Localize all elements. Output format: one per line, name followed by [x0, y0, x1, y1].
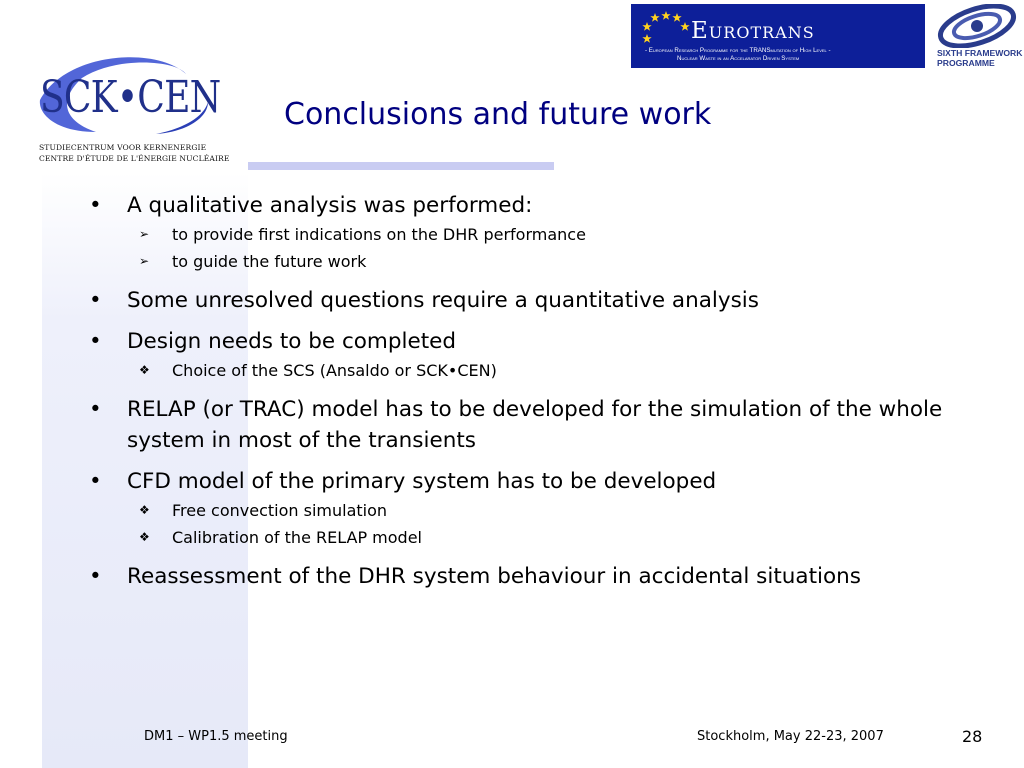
sub-bullet-item — [87, 221, 967, 248]
sub-bullet-text: to guide the future work — [172, 252, 367, 271]
sixth-framework-logo — [932, 4, 1022, 74]
bullet-text: Reassessment of the DHR system behaviour in accidental situations — [127, 564, 861, 589]
bullet-item — [87, 190, 967, 221]
sck-cen-wordmark: SCK•CEN — [40, 72, 221, 123]
eurotrans-subtitle-2: Nuclear Waste in an Accelarator Driven System — [677, 55, 800, 62]
bullet-marker: • — [89, 329, 102, 354]
sub-bullet-item — [87, 524, 967, 551]
arrow-bullet-icon: ➢ — [139, 254, 150, 268]
sck-cen-subtitle-2: CENTRE D'ÉTUDE DE L'ÉNERGIE NUCLÉAIRE — [39, 154, 230, 163]
sub-bullet-item — [87, 497, 967, 524]
bullet-marker: • — [89, 397, 102, 422]
page-number: 28 — [962, 727, 983, 746]
bullet-text: Some unresolved questions require a quantitative analysis — [127, 288, 759, 313]
bullet-text: A qualitative analysis was performed: — [127, 193, 533, 218]
fp6-text — [937, 48, 1022, 68]
eurotrans-logo — [631, 4, 925, 68]
slide-title: Conclusions and future work — [284, 97, 712, 132]
bullet-marker: • — [89, 288, 102, 313]
bullet-item — [87, 394, 967, 456]
slide-content — [87, 190, 967, 592]
arrow-bullet-icon: ➢ — [139, 227, 150, 241]
bullet-text: RELAP (or TRAC) model has to be developed for the simulation of the whole system in most of the transients — [127, 397, 943, 453]
bullet-marker: • — [89, 469, 102, 494]
footer-left: DM1 – WP1.5 meeting — [144, 729, 288, 744]
eurotrans-wordmark: Eurotrans — [691, 18, 815, 44]
bullet-text: Design needs to be completed — [127, 329, 457, 354]
sub-bullet-text: Free convection simulation — [172, 501, 388, 520]
sck-cen-logo — [36, 52, 230, 166]
bullet-item — [87, 285, 967, 316]
sck-cen-subtitle-1: STUDIECENTRUM VOOR KERNENERGIE — [39, 143, 207, 152]
fp6-swirl-icon — [932, 4, 1022, 48]
fp6-line-2: PROGRAMME — [937, 58, 995, 68]
eu-stars-icon — [641, 10, 691, 50]
bullet-item — [87, 326, 967, 357]
diamond-bullet-icon: ❖ — [139, 363, 150, 377]
bullet-marker: • — [89, 564, 102, 589]
sub-bullet-item — [87, 248, 967, 275]
bullet-marker: • — [89, 193, 102, 218]
diamond-bullet-icon: ❖ — [139, 503, 150, 517]
diamond-bullet-icon: ❖ — [139, 530, 150, 544]
sub-bullet-text: Choice of the SCS (Ansaldo or SCK•CEN) — [172, 361, 497, 380]
sub-bullet-text: Calibration of the RELAP model — [172, 528, 422, 547]
fp6-line-1: SIXTH FRAMEWORK — [937, 48, 1023, 58]
bullet-item — [87, 466, 967, 497]
bullet-text: CFD model of the primary system has to be developed — [127, 469, 717, 494]
bullet-item — [87, 561, 967, 592]
eurotrans-subtitle-1: - European Research Programme for the TRANSmutation of High Level - — [645, 47, 831, 54]
sub-bullet-text: to provide first indications on the DHR performance — [172, 225, 586, 244]
footer-right: Stockholm, May 22-23, 2007 — [697, 729, 884, 744]
title-underline — [248, 162, 554, 170]
sub-bullet-item — [87, 357, 967, 384]
